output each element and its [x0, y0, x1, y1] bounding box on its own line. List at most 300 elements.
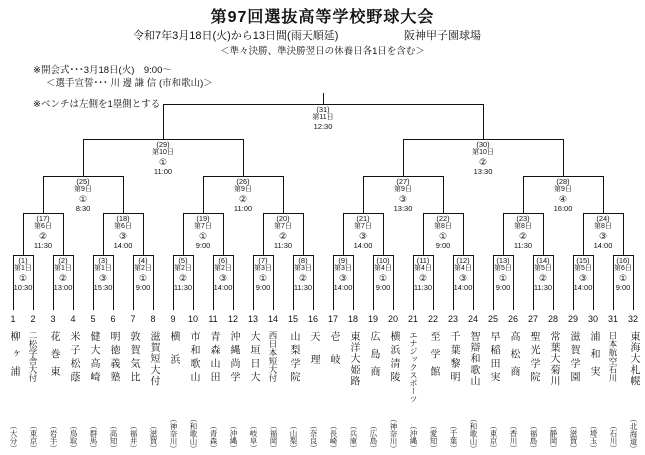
team-name-column	[264, 331, 282, 452]
game-label	[441, 256, 485, 292]
game-order-circle: ②	[278, 231, 288, 241]
bracket-line	[83, 139, 84, 176]
team-name: 高松商	[508, 331, 519, 384]
team-prefecture: （長崎）	[329, 422, 338, 452]
team-name-column	[224, 331, 242, 452]
team-prefecture: （岐阜）	[249, 422, 258, 452]
team-prefecture: （福島）	[529, 422, 538, 452]
team-name-column	[284, 331, 302, 452]
team-name: 青森山田	[208, 331, 219, 385]
game-label	[361, 256, 405, 292]
game-number: (16)	[616, 256, 630, 265]
slot-number: 10	[187, 314, 198, 324]
game-number: (17)	[36, 214, 50, 223]
game-time: 14:00	[593, 241, 613, 250]
game-day: 第1日	[94, 265, 112, 272]
team-name: 敦賀気比	[128, 331, 139, 385]
team-name-column	[144, 331, 162, 452]
game-time: 13:30	[393, 204, 413, 213]
team-prefecture: （兵庫）	[349, 422, 358, 452]
game-number: (13)	[496, 256, 510, 265]
game-label	[61, 177, 105, 213]
team-name-column	[424, 331, 442, 452]
team-name-column	[504, 331, 522, 452]
slot-number: 13	[247, 314, 258, 324]
game-number: (8)	[298, 256, 308, 265]
game-day: 第9日	[554, 186, 572, 193]
team-name-column	[84, 331, 102, 452]
game-number: (18)	[116, 214, 130, 223]
slot-number: 25	[487, 314, 498, 324]
game-label	[481, 256, 525, 292]
game-day: 第4日	[414, 265, 432, 272]
game-time: 9:00	[255, 283, 271, 292]
game-time: 12:30	[313, 122, 333, 131]
team-name: 二松学舎大付	[28, 331, 38, 382]
game-number: (26)	[236, 177, 250, 186]
team-prefecture: （山梨）	[289, 422, 298, 452]
game-time: 11:30	[273, 241, 293, 250]
game-time: 9:00	[615, 283, 631, 292]
game-time: 14:00	[213, 283, 233, 292]
game-order-circle: ③	[98, 273, 108, 283]
game-day: 第5日	[574, 265, 592, 272]
team-name-column	[24, 331, 42, 452]
slot-number: 1	[10, 314, 16, 324]
game-number: (12)	[456, 256, 470, 265]
game-number: (4)	[138, 256, 148, 265]
game-time: 9:00	[195, 241, 211, 250]
game-order-circle: ②	[178, 273, 188, 283]
game-time: 14:00	[113, 241, 133, 250]
game-time: 10:30	[13, 283, 33, 292]
slot-number: 6	[110, 314, 116, 324]
game-number: (21)	[356, 214, 370, 223]
game-time: 9:00	[135, 283, 151, 292]
team-name: 横浜	[168, 331, 179, 377]
team-name-column	[164, 331, 182, 452]
slot-number: 24	[467, 314, 478, 324]
game-number: (30)	[476, 140, 490, 149]
team-name: 山梨学院	[288, 331, 299, 385]
game-time: 11:00	[153, 167, 173, 176]
team-name-column	[184, 331, 202, 452]
game-time: 16:00	[553, 204, 573, 213]
game-day: 第4日	[374, 265, 392, 272]
team-name-column	[124, 331, 142, 452]
game-day: 第2日	[174, 265, 192, 272]
game-time: 11:30	[173, 283, 193, 292]
slot-number: 19	[367, 314, 378, 324]
team-name: 沖縄尚学	[228, 331, 239, 385]
game-order-circle: ②	[38, 231, 48, 241]
team-name: 花巻東	[48, 331, 59, 384]
team-name: 市和歌山	[188, 331, 199, 385]
team-prefecture: （岩手）	[49, 422, 58, 452]
team-name: 滋賀短大付	[148, 331, 159, 387]
team-prefecture: （高知）	[109, 422, 118, 452]
game-time: 14:00	[333, 283, 353, 292]
game-time: 11:30	[413, 283, 433, 292]
team-name-column	[604, 331, 622, 452]
team-prefecture: （鳥取）	[69, 422, 78, 452]
game-number: (3)	[98, 256, 108, 265]
team-name: 壱岐	[328, 331, 339, 377]
team-prefecture: （神奈川）	[389, 414, 398, 452]
team-prefecture: （千葉）	[449, 422, 458, 452]
game-day: 第5日	[494, 265, 512, 272]
game-number: (31)	[316, 105, 330, 114]
team-prefecture: （大分）	[9, 422, 18, 452]
team-name: 柳ヶ浦	[8, 331, 19, 384]
game-label	[241, 256, 285, 292]
game-number: (5)	[178, 256, 188, 265]
game-label	[261, 214, 305, 250]
team-name-column	[484, 331, 502, 452]
game-label	[501, 214, 545, 250]
game-day: 第3日	[254, 265, 272, 272]
game-order-circle: ①	[78, 194, 88, 204]
game-day: 第10日	[472, 149, 494, 156]
game-day: 第7日	[354, 223, 372, 230]
team-prefecture: （福井）	[129, 422, 138, 452]
slot-number: 5	[90, 314, 96, 324]
bracket-line	[283, 176, 284, 213]
team-prefecture: （青森）	[209, 422, 218, 452]
bracket-line	[163, 104, 164, 139]
bench-side-note: ※ベンチは左側を1塁側とする	[33, 99, 161, 110]
team-prefecture: （滋賀）	[569, 422, 578, 452]
bracket-line	[243, 139, 244, 176]
game-day: 第8日	[434, 223, 452, 230]
game-label	[561, 256, 605, 292]
opening-ceremony-note: ※開会式･･･3月18日(火) 9:00～	[33, 65, 172, 76]
game-order-circle: ③	[578, 273, 588, 283]
game-time: 11:30	[293, 283, 313, 292]
game-time: 11:30	[533, 283, 553, 292]
team-name-column	[584, 331, 602, 452]
bracket-line	[443, 176, 444, 213]
venue-name: 阪神甲子園球場	[404, 30, 481, 42]
game-day: 第1日	[54, 265, 72, 272]
team-prefecture: （石川）	[609, 422, 618, 452]
team-prefecture: （福岡）	[269, 422, 278, 452]
game-number: (10)	[376, 256, 390, 265]
game-label	[141, 140, 185, 176]
game-day: 第7日	[274, 223, 292, 230]
game-order-circle: ①	[18, 273, 28, 283]
slot-number: 18	[347, 314, 358, 324]
game-time: 9:00	[375, 283, 391, 292]
bracket-line	[483, 104, 484, 139]
bracket-line	[403, 139, 404, 176]
game-label	[81, 256, 125, 292]
player-oath-note: ＜選手宣誓･･･ 川 邊 謙 信 (市和歌山)＞	[46, 78, 213, 89]
slot-number: 28	[547, 314, 558, 324]
game-label	[461, 140, 505, 176]
team-name: 日本航空石川	[608, 331, 618, 382]
game-order-circle: ③	[398, 194, 408, 204]
game-order-circle: ①	[498, 273, 508, 283]
game-label	[181, 214, 225, 250]
slot-number: 26	[507, 314, 518, 324]
game-label	[601, 256, 645, 292]
game-label	[521, 256, 565, 292]
slot-number: 20	[387, 314, 398, 324]
game-day: 第9日	[234, 186, 252, 193]
game-time: 14:00	[453, 283, 473, 292]
slot-number: 30	[587, 314, 598, 324]
game-label	[101, 214, 145, 250]
bracket-line	[563, 139, 564, 176]
game-label	[1, 256, 45, 292]
game-order-circle: ②	[538, 273, 548, 283]
team-prefecture: （和歌山）	[189, 414, 198, 452]
game-order-circle: ③	[358, 231, 368, 241]
team-prefecture: （北海道）	[629, 414, 638, 452]
game-number: (1)	[18, 256, 28, 265]
game-number: (14)	[536, 256, 550, 265]
game-day: 第8日	[514, 223, 532, 230]
bracket-line	[363, 176, 364, 213]
slot-number: 32	[627, 314, 638, 324]
bracket-line	[43, 176, 44, 213]
game-day: 第2日	[134, 265, 152, 272]
game-number: (9)	[338, 256, 348, 265]
game-label	[341, 214, 385, 250]
game-label	[421, 214, 465, 250]
slot-number: 7	[130, 314, 136, 324]
team-name: 滋賀学園	[568, 331, 579, 385]
slot-number: 3	[50, 314, 56, 324]
game-day: 第2日	[214, 265, 232, 272]
slot-number: 23	[447, 314, 458, 324]
team-prefecture: （群馬）	[89, 422, 98, 452]
team-prefecture: （沖縄）	[409, 422, 418, 452]
bracket-line	[203, 176, 204, 213]
team-name-column	[384, 331, 402, 452]
team-name-column	[204, 331, 222, 452]
team-name: 東洋大姫路	[348, 331, 359, 387]
game-time: 11:30	[513, 241, 533, 250]
game-label	[41, 256, 85, 292]
game-time: 14:00	[573, 283, 593, 292]
team-prefecture: （東京）	[29, 422, 38, 452]
team-name-column	[564, 331, 582, 452]
game-day: 第8日	[594, 223, 612, 230]
slot-number: 9	[170, 314, 176, 324]
slot-number: 31	[607, 314, 618, 324]
team-name-column	[364, 331, 382, 452]
slot-number: 8	[150, 314, 156, 324]
game-label	[201, 256, 245, 292]
team-prefecture: （静岡）	[549, 422, 558, 452]
game-label	[301, 105, 345, 131]
game-time: 11:30	[33, 241, 53, 250]
game-order-circle: ①	[438, 231, 448, 241]
game-order-circle: ④	[558, 194, 568, 204]
game-number: (20)	[276, 214, 290, 223]
team-name-column	[104, 331, 122, 452]
game-order-circle: ③	[218, 273, 228, 283]
game-time: 14:00	[353, 241, 373, 250]
team-name: 大垣日大	[248, 331, 259, 385]
team-name-column	[4, 331, 22, 452]
game-order-circle: ①	[258, 273, 268, 283]
team-name-column	[464, 331, 482, 452]
team-name: 聖光学院	[528, 331, 539, 385]
team-name: 天理	[308, 331, 319, 377]
team-name: 浦和実	[588, 331, 599, 384]
team-name: 横浜清陵	[388, 331, 399, 385]
game-day: 第6日	[114, 223, 132, 230]
slot-number: 11	[208, 314, 218, 324]
game-order-circle: ②	[478, 157, 488, 167]
team-name-column	[444, 331, 462, 452]
team-prefecture: （和歌山）	[469, 414, 478, 452]
game-number: (29)	[156, 140, 170, 149]
team-name: 広島商	[368, 331, 379, 384]
team-name-column	[344, 331, 362, 452]
game-order-circle: ③	[598, 231, 608, 241]
team-prefecture: （香川）	[509, 422, 518, 452]
team-name: 至学館	[428, 331, 439, 384]
game-number: (23)	[516, 214, 530, 223]
game-label	[401, 256, 445, 292]
game-day: 第7日	[194, 223, 212, 230]
team-prefecture: （愛知）	[429, 422, 438, 452]
game-label	[541, 177, 585, 213]
team-name-column	[404, 331, 422, 452]
game-label	[21, 214, 65, 250]
game-number: (24)	[596, 214, 610, 223]
game-day: 第3日	[334, 265, 352, 272]
team-name: 常葉大菊川	[548, 331, 559, 387]
game-order-circle: ③	[338, 273, 348, 283]
game-number: (25)	[76, 177, 90, 186]
slot-number: 4	[70, 314, 76, 324]
team-name: 明徳義塾	[108, 331, 119, 385]
team-name-column	[44, 331, 62, 452]
game-time: 13:00	[53, 283, 73, 292]
game-label	[221, 177, 265, 213]
game-time: 15:30	[93, 283, 113, 292]
slot-number: 21	[407, 314, 418, 324]
game-day: 第9日	[74, 186, 92, 193]
team-name: 智辯和歌山	[468, 331, 479, 387]
game-order-circle: ①	[198, 231, 208, 241]
game-day: 第6日	[614, 265, 632, 272]
game-label	[381, 177, 425, 213]
game-order-circle: ③	[118, 231, 128, 241]
slot-number: 2	[30, 314, 36, 324]
game-number: (19)	[196, 214, 210, 223]
slot-number: 15	[287, 314, 298, 324]
team-prefecture: （広島）	[369, 422, 378, 452]
team-name-column	[544, 331, 562, 452]
slot-number: 29	[567, 314, 578, 324]
team-prefecture: （滋賀）	[149, 422, 158, 452]
game-number: (28)	[556, 177, 570, 186]
game-number: (6)	[218, 256, 228, 265]
team-name: 健大高崎	[88, 331, 99, 385]
rest-day-note: ＜準々決勝、準決勝翌日の休養日各1日を含む＞	[220, 46, 425, 57]
slot-number: 16	[307, 314, 318, 324]
team-prefecture: （東京）	[489, 422, 498, 452]
game-time: 9:00	[435, 241, 451, 250]
game-time: 11:00	[233, 204, 253, 213]
team-name: 西日本短大付	[268, 331, 278, 382]
team-name: 東海大札幌	[628, 331, 639, 387]
game-time: 8:30	[75, 204, 91, 213]
team-name-column	[304, 331, 322, 452]
team-prefecture: （神奈川）	[169, 414, 178, 452]
game-number: (27)	[396, 177, 410, 186]
slot-number: 27	[527, 314, 538, 324]
game-number: (11)	[416, 256, 430, 265]
game-order-circle: ①	[378, 273, 388, 283]
game-order-circle: ②	[238, 194, 248, 204]
game-label	[321, 256, 365, 292]
team-name-column	[524, 331, 542, 452]
game-number: (2)	[58, 256, 68, 265]
game-order-circle: ③	[458, 273, 468, 283]
game-time: 9:00	[495, 283, 511, 292]
page-title: 第97回選抜高等学校野球大会	[210, 9, 435, 26]
team-name: エナジックスポーツ	[409, 331, 418, 403]
game-order-circle: ①	[158, 157, 168, 167]
game-order-circle: ②	[518, 231, 528, 241]
slot-number: 14	[267, 314, 278, 324]
game-day: 第10日	[152, 149, 174, 156]
game-order-circle: ②	[418, 273, 428, 283]
game-label	[581, 214, 625, 250]
bracket-line	[523, 176, 524, 213]
game-number: (22)	[436, 214, 450, 223]
team-name-column	[244, 331, 262, 452]
game-order-circle: ①	[618, 273, 628, 283]
game-label	[121, 256, 165, 292]
game-day: 第6日	[34, 223, 52, 230]
slot-number: 17	[327, 314, 338, 324]
game-order-circle: ②	[298, 273, 308, 283]
game-number: (7)	[258, 256, 268, 265]
game-day: 第9日	[394, 186, 412, 193]
bracket-line	[123, 176, 124, 213]
game-day: 第3日	[294, 265, 312, 272]
game-day: 第11日	[312, 114, 334, 121]
slot-number: 12	[227, 314, 238, 324]
game-label	[161, 256, 205, 292]
game-order-circle: ②	[58, 273, 68, 283]
team-prefecture: （沖縄）	[229, 422, 238, 452]
bracket-line	[323, 93, 324, 104]
game-day: 第5日	[534, 265, 552, 272]
game-order-circle: ①	[138, 273, 148, 283]
team-name-column	[64, 331, 82, 452]
game-time: 13:30	[473, 167, 493, 176]
slot-number: 22	[427, 314, 438, 324]
bracket-line	[603, 176, 604, 213]
team-name: 米子松蔭	[68, 331, 79, 385]
team-name: 早稲田実	[488, 331, 499, 385]
game-day: 第4日	[454, 265, 472, 272]
team-name: 千葉黎明	[448, 331, 459, 385]
team-name-column	[324, 331, 342, 452]
game-label	[281, 256, 325, 292]
team-prefecture: （埼玉）	[589, 422, 598, 452]
team-name-column	[624, 331, 642, 452]
